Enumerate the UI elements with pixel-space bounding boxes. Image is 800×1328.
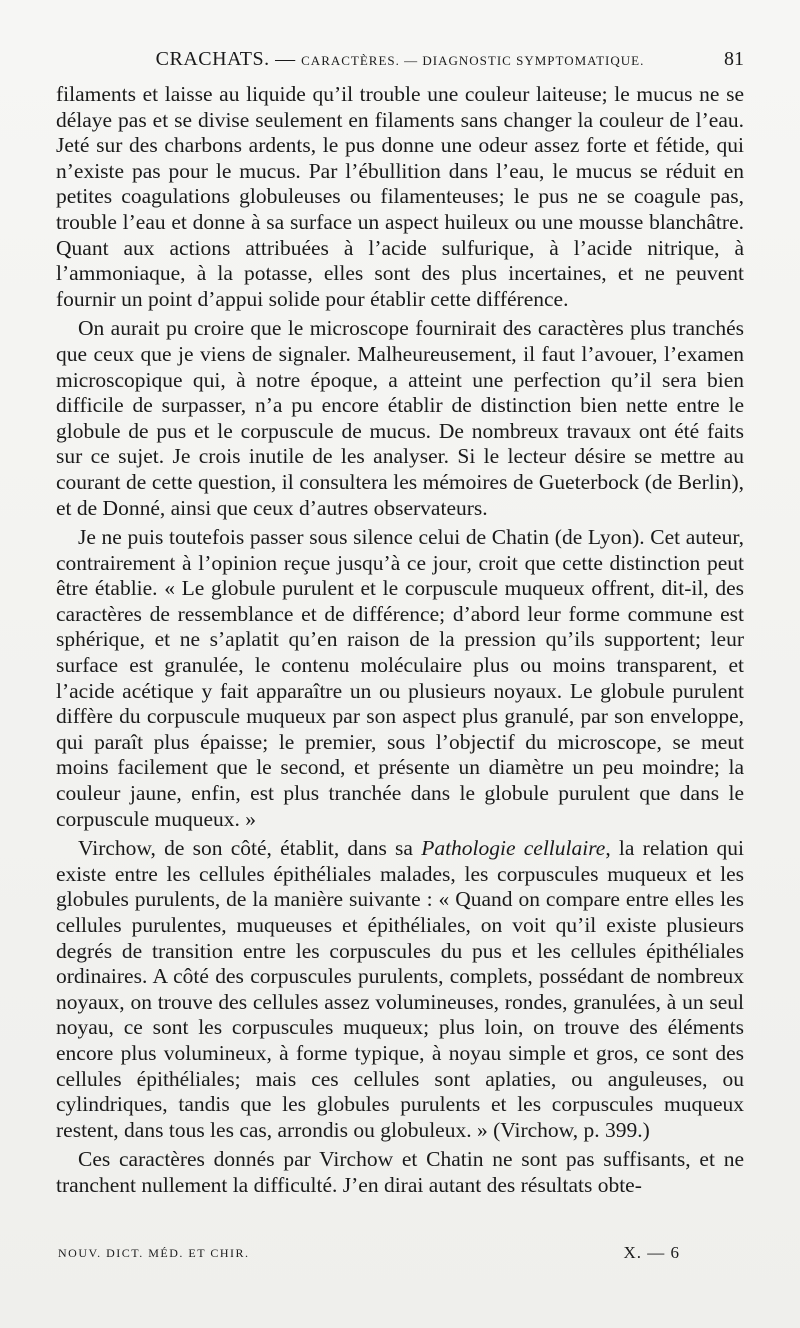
running-title-main: CRACHATS. —	[155, 48, 296, 70]
book-title-italic: Pathologie cellulaire	[421, 836, 606, 861]
footer-publication: NOUV. DICT. MÉD. ET CHIR.	[58, 1246, 250, 1260]
virchow-text-after: , la relation qui existe entre les cellules épithéliales malades, les corpuscules muqueux et les globules purulents, de la manière suivante : « Quand on compare entre elles les cellules purulentes, muqueuses et épithéliales, on voit qu’il existe plusieurs degrés de transition entre les corpuscules du pus et les cellules épithéliales ordinaires. A côté des corpuscules purulents, complets, possédant de nombreux noyaux, on trouve des cellules assez volumineuses, rondes, granulées, à un seul noyau, ce sont les corpuscules muqueux; plus loin, on trouve des éléments encore plus volumineux, à forme typique, à noyau simple et gros, ce sont des cellules épithéliales; mais ces cellules sont aplaties, ou anguleuses, ou cylindriques, tandis que les globules purulents et les corpuscules muqueux restent, dans tous les cas, arrondis ou globuleux. » (Virchow, p. 399.)	[56, 836, 745, 1142]
page-number: 81	[724, 48, 744, 70]
body-text	[56, 82, 744, 1199]
paragraph-virchow	[56, 836, 744, 1143]
running-title-subtitle: CARACTÈRES. — DIAGNOSTIC SYMPTOMATIQUE.	[301, 53, 645, 68]
paragraph-conclusion: Ces caractères donnés par Virchow et Chatin ne sont pas suffisants, et ne tranchent nullement la difficulté. J’en dirai autant des résultats obte-	[56, 1147, 744, 1197]
paragraph-chatin: Je ne puis toutefois passer sous silence celui de Chatin (de Lyon). Cet auteur, contrairement à l’opinion reçue jusqu’à ce jour, croit que cette distinction peut être établie. « Le globule purulent et le corpuscule muqueux offrent, dit-il, des caractères de ressemblance et de différence; d’abord leur forme commune est sphérique, et ne s’aplatit qu’en raison de la pression qu’ils supportent; leur surface est granulée, le contenu moléculaire plus ou moins transparent, et l’acide acétique y fait apparaître un ou plusieurs noyaux. Le globule purulent diffère du corpuscule muqueux par son aspect plus granulé, par son enveloppe, qui paraît plus épaisse; le premier, sous l’objectif du microscope, se meut moins facilement que le second, et présente un diamètre un peu moindre; la couleur jaune, enfin, est plus tranchée dans le globule purulent que dans le corpuscule muqueux. »	[56, 525, 744, 831]
page-footer	[58, 1243, 680, 1262]
virchow-text-before: Virchow, de son côté, établit, dans sa	[78, 836, 422, 861]
running-header	[56, 48, 744, 78]
running-title	[56, 48, 744, 71]
footer-signature: X. — 6	[623, 1243, 680, 1262]
paragraph-microscope: On aurait pu croire que le microscope fournirait des caractères plus tranchés que ceux que je viens de signaler. Malheureusement, il faut l’avouer, l’examen microscopique qui, à notre époque, a atteint une perfection qu’il sera bien difficile de surpasser, n’a pu encore établir de distinction bien nette entre le globule de pus et le corpuscule de mucus. De nombreux travaux ont été faits sur ce sujet. Je crois inutile de les analyser. Si le lecteur désire se mettre au courant de cette question, il consultera les mémoires de Gueterbock (de Berlin), et de Donné, ainsi que ceux d’autres observateurs.	[56, 316, 744, 520]
paragraph-continued: filaments et laisse au liquide qu’il trouble une couleur laiteuse; le mucus ne se délaye pas et se divise seulement en filaments sans changer la couleur de l’eau. Jeté sur des charbons ardents, le pus donne une odeur assez forte et fétide, qui n’existe pas pour le mucus. Par l’ébullition dans l’eau, le mucus se réduit en petites coagulations globuleuses ou filamenteuses; le pus ne se coagule pas, trouble l’eau et donne à sa surface un aspect huileux ou une mousse blanchâtre. Quant aux actions attribuées à l’acide sulfurique, à l’acide nitrique, à l’ammoniaque, à la potasse, elles sont des plus incertaines, et ne peuvent fournir un point d’appui solide pour établir cette différence.	[56, 82, 744, 311]
